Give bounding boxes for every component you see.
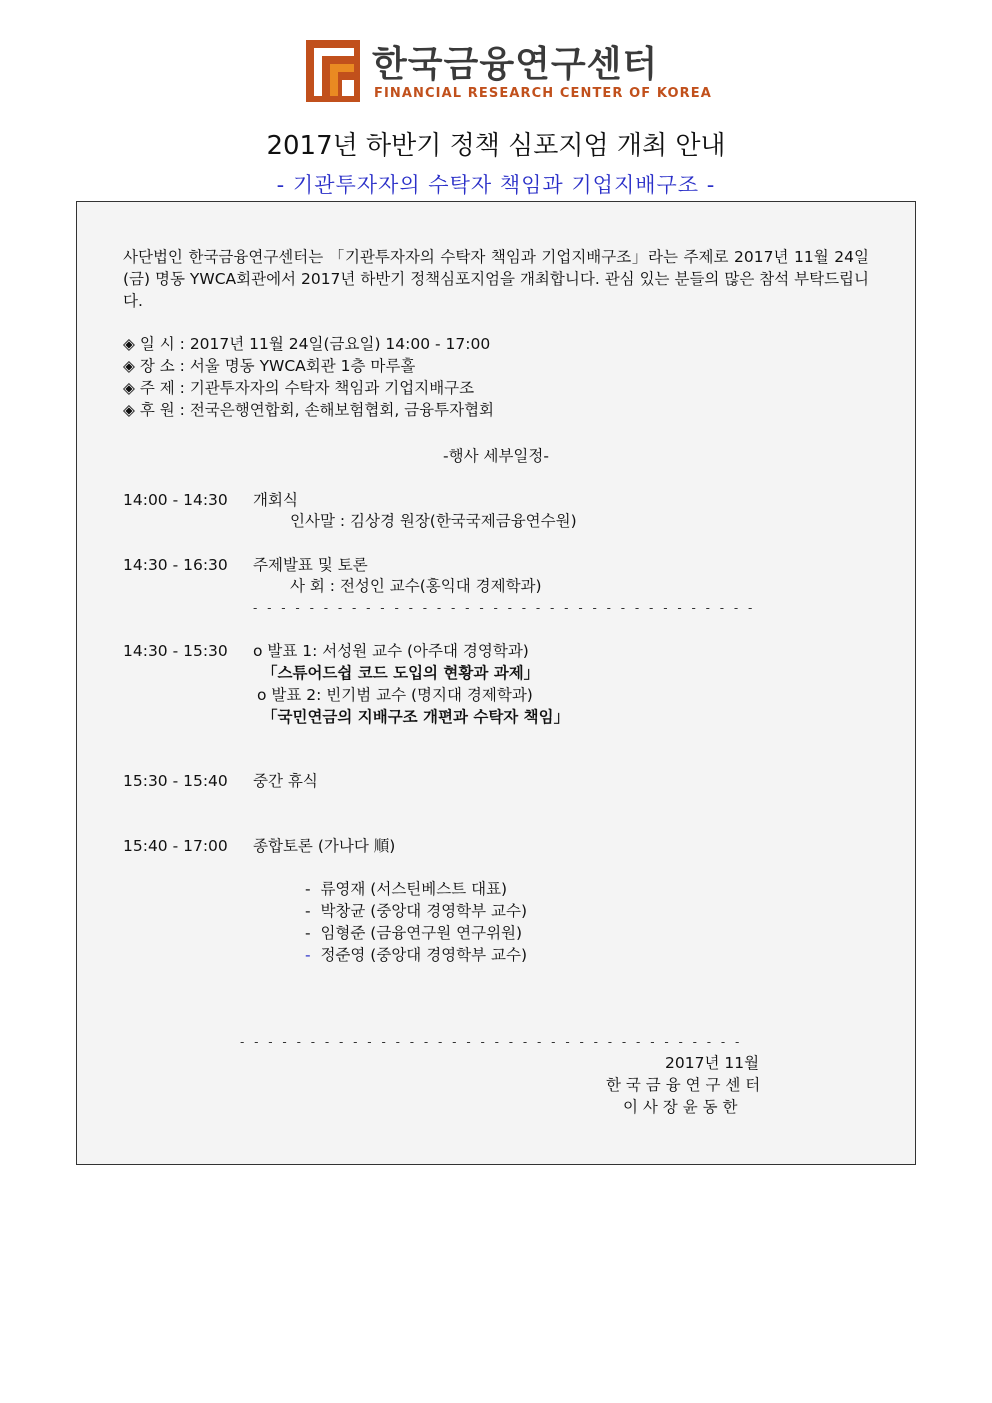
talk-1: o 발표 1: 서성원 교수 (아주대 경영학과) xyxy=(253,642,529,660)
intro-paragraph: 사단법인 한국금융연구센터는 「기관투자자의 수탁자 책임과 기업지배구조」라는 주제로 2017년 11월 24일(금) 명동 YWCA회관에서 2017년 하반기 정책심포지엄을 개최합니다. 관심 있는 분들의 많은 참석 부탁드립니다. xyxy=(123,248,869,310)
diamond-bullet-icon: ◈ xyxy=(123,357,135,375)
panelist-item: - 박창균 (중앙대 경영학부 교수) xyxy=(305,902,528,920)
diamond-bullet-icon: ◈ xyxy=(123,379,135,397)
detail-venue xyxy=(123,356,415,376)
schedule-item-title: 개회식 xyxy=(253,491,298,509)
detail-sponsor xyxy=(123,400,494,420)
schedule-separator: - - - - - - - - - - - - - - - - - - - - - - - - - - - - - - - - - - - - xyxy=(253,601,756,615)
page-title: 2017년 하반기 정책 심포지엄 개최 안내 xyxy=(266,131,726,161)
detail-value: : 기관투자자의 수탁자 책임과 기업지배구조 xyxy=(179,379,475,397)
detail-topic xyxy=(123,378,474,398)
detail-label: 일 시 xyxy=(139,335,175,353)
schedule-time: 15:30 - 15:40 xyxy=(123,772,228,790)
panelist-item: - 정준영 (중앙대 경영학부 교수) xyxy=(305,946,528,964)
detail-value: : 2017년 11월 24일(금요일) 14:00 - 17:00 xyxy=(179,335,491,353)
closing-date: 2017년 11월 xyxy=(665,1054,760,1072)
detail-label: 장 소 xyxy=(139,357,175,375)
panelist-item: - 임형준 (금융연구원 연구위원) xyxy=(305,924,523,942)
closing-separator: - - - - - - - - - - - - - - - - - - - - - - - - - - - - - - - - - - - - xyxy=(240,1035,743,1049)
detail-value: : 전국은행연합회, 손해보험협회, 금융투자협회 xyxy=(179,401,495,419)
schedule-time: 14:30 - 15:30 xyxy=(123,642,228,660)
schedule-item-title: 주제발표 및 토론 xyxy=(253,556,368,574)
talk-1-topic: 「스튜어드쉽 코드 도입의 현황과 과제」 xyxy=(262,664,540,682)
schedule-item-title: 중간 휴식 xyxy=(253,772,318,790)
schedule-time: 15:40 - 17:00 xyxy=(123,837,228,855)
logo xyxy=(306,40,712,104)
schedule-item-detail: 사 회 : 전성인 교수(홍익대 경제학과) xyxy=(290,577,542,595)
closing-signer: 이 사 장 윤 동 한 xyxy=(623,1098,738,1116)
list-dash: - xyxy=(305,902,311,920)
schedule-item-title: 종합토론 (가나다 順) xyxy=(253,837,396,855)
list-dash: - xyxy=(305,880,311,898)
fr-logo-icon xyxy=(306,40,360,102)
list-dash: - xyxy=(305,946,311,964)
schedule-item-detail: 인사말 : 김상경 원장(한국국제금융연수원) xyxy=(290,512,577,530)
schedule-time: 14:30 - 16:30 xyxy=(123,556,228,574)
logo-name-korean: 한국금융연구센터 xyxy=(372,44,659,85)
page-subtitle: - 기관투자자의 수탁자 책임과 기업지배구조 - xyxy=(276,173,716,197)
detail-value: : 서울 명동 YWCA회관 1층 마루홀 xyxy=(179,357,416,375)
schedule-heading: -행사 세부일정- xyxy=(443,447,549,465)
talk-2-topic: 「국민연금의 지배구조 개편과 수탁자 책임」 xyxy=(262,708,570,726)
detail-label: 주 제 xyxy=(139,379,175,397)
list-dash: - xyxy=(305,924,311,942)
panelist-item: - 류영재 (서스틴베스트 대표) xyxy=(305,880,508,898)
talk-2: o 발표 2: 빈기범 교수 (명지대 경제학과) xyxy=(257,686,533,704)
detail-date xyxy=(123,334,490,354)
logo-name-english: FINANCIAL RESEARCH CENTER OF KOREA xyxy=(374,86,712,101)
diamond-bullet-icon: ◈ xyxy=(123,401,135,419)
diamond-bullet-icon: ◈ xyxy=(123,335,135,353)
schedule-time: 14:00 - 14:30 xyxy=(123,491,228,509)
closing-organization: 한 국 금 융 연 구 센 터 xyxy=(606,1076,761,1094)
detail-label: 후 원 xyxy=(139,401,175,419)
